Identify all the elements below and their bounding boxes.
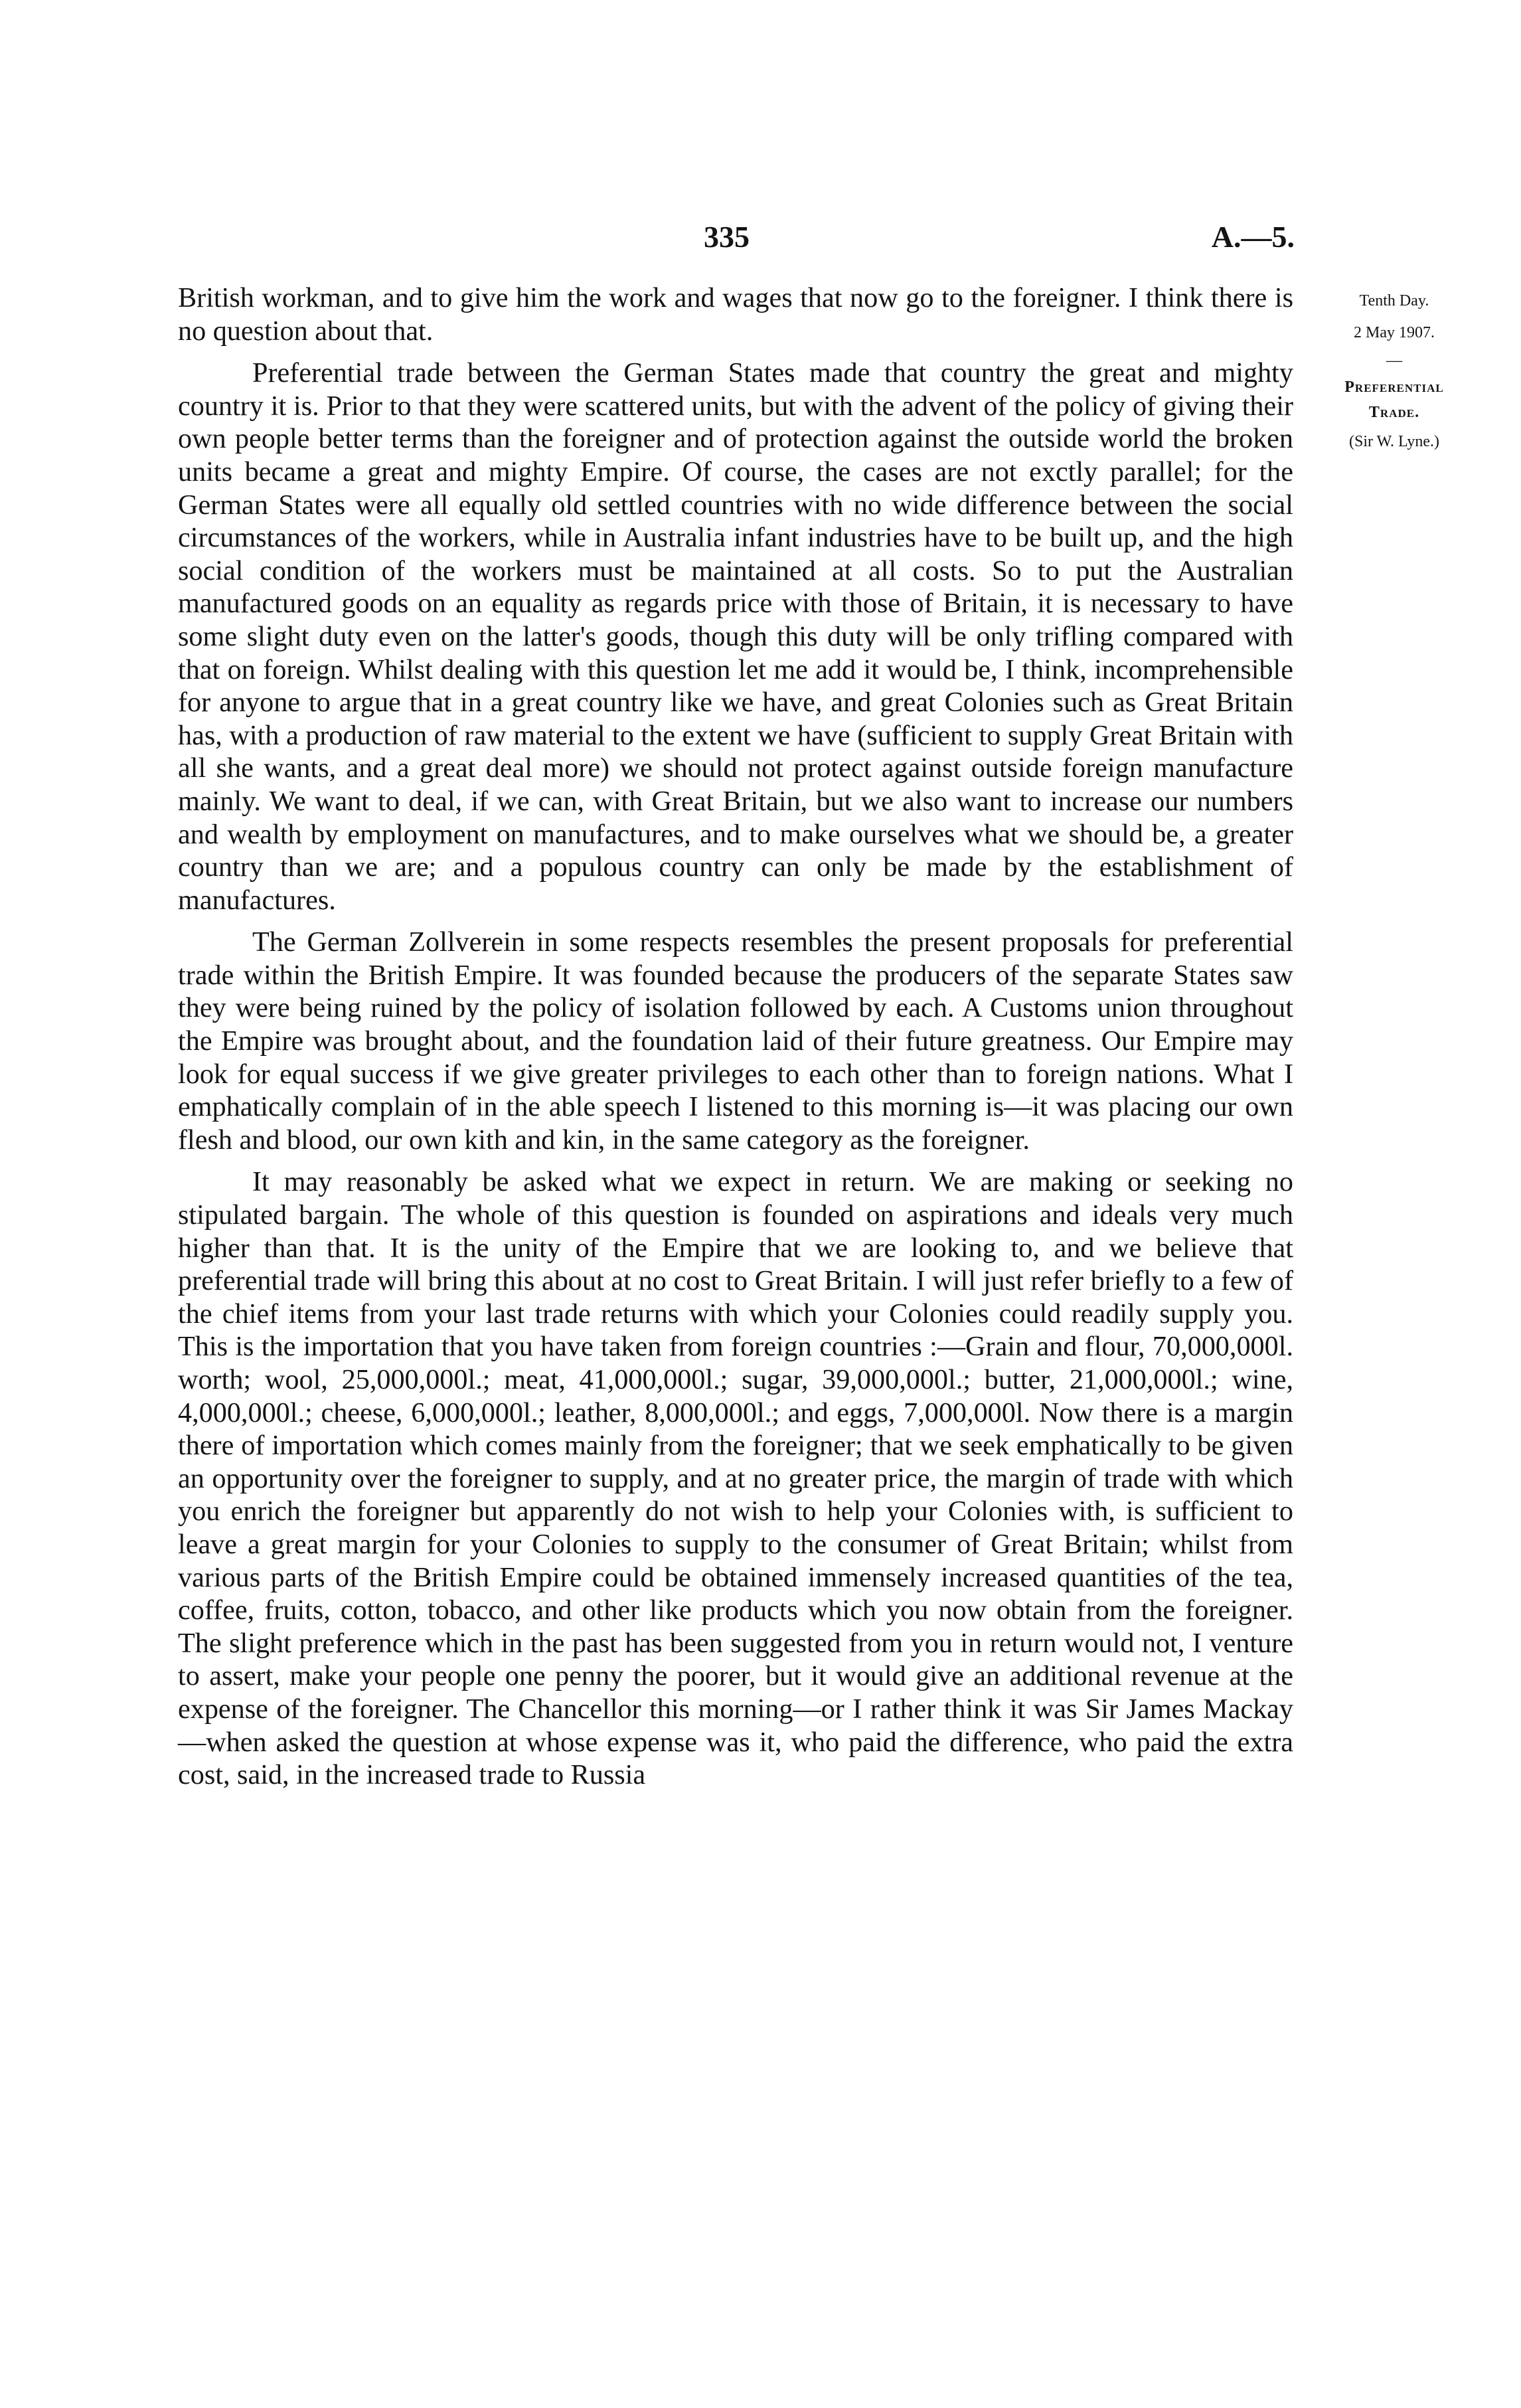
page-header	[179, 219, 1295, 266]
paragraph-preferential-trade: Preferential trade between the German States made that country the great and mighty country it is. Prior to that they were scattered units, but with the advent of the policy of giving their own people better terms than the foreigner and of protection against the outside world the broken units became a great and mighty Empire. Of course, the cases are not exctly parallel; for the German States were all equally old settled countries with no wide difference between the social circumstances of the workers, while in Australia infant industries have to be built up, and the high social condition of the workers must be maintained at all costs. So to put the Australian manufactured goods on an equality as regards price with those of Britain, it is necessary to have some slight duty even on the latter's goods, though this duty will be only trifling compared with that on foreign. Whilst dealing with this question let me add it would be, I think, incomprehensible for anyone to argue that in a great country like we have, and great Colonies such as Great Britain has, with a production of raw material to the extent we have (sufficient to supply Great Britain with all she wants, and a great deal more) we should not protect against outside foreign manufacture mainly. We want to deal, if we can, with Great Britain, but we also want to increase our numbers and wealth by employment on manufactures, and to make ourselves what we should be, a greater country than we are; and a populous country can only be made by the establishment of manufactures.	[178, 357, 1293, 916]
margin-note-subject: Preferential	[1344, 379, 1444, 396]
page-number: 335	[704, 220, 750, 254]
margin-note-subject-continued: Trade.	[1368, 404, 1420, 421]
margin-note-date: 2 May 1907.	[1354, 324, 1435, 341]
paragraph-continued: British workman, and to give him the work and wages that now go to the foreigner. I think there is no question about that.	[178, 282, 1293, 347]
margin-note-speaker: (Sir W. Lyne.)	[1349, 433, 1439, 450]
body-text	[178, 282, 1293, 1792]
paper-reference: A.—5.	[1211, 220, 1295, 254]
paragraph-expectation: It may reasonably be asked what we expect in return. We are making or seeking no stipulated bargain. The whole of this question is founded on aspirations and ideals very much higher than that. It is the unity of the Empire that we are looking to, and we believe that preferential trade will bring this about at no cost to Great Britain. I will just refer briefly to a few of the chief items from your last trade returns with which your Colonies could readily supply you. This is the importation that you have taken from foreign countries :—Grain and flour, 70,000,000l. worth; wool, 25,000,000l.; meat, 41,000,000l.; sugar, 39,000,000l.; butter, 21,000,000l.; wine, 4,000,000l.; cheese, 6,000,000l.; leather, 8,000,000l.; and eggs, 7,000,000l. Now there is a margin there of importation which comes mainly from the foreigner; that we seek emphatically to be given an opportunity over the foreigner to supply, and at no greater price, the margin of trade with which you enrich the foreigner but apparently do not wish to help your Colonies with, is sufficient to leave a great margin for your Colonies to supply to the consumer of Great Britain; whilst from various parts of the British Empire could be obtained immensely increased quantities of the tea, coffee, fruits, cotton, tobacco, and other like products which you now obtain from the foreigner. The slight preference which in the past has been suggested from you in return would not, I venture to assert, make your people one penny the poorer, but it would give an additional revenue at the expense of the foreigner. The Chancellor this morning—or I rather think it was Sir James Mackay—when asked the question at whose expense was it, who paid the difference, who paid the extra cost, said, in the increased trade to Russia	[178, 1166, 1293, 1791]
margin-note-day: Tenth Day.	[1359, 292, 1429, 309]
paragraph-zollverein: The German Zollverein in some respects resembles the present proposals for preferential trade within the British Empire. It was founded because the producers of the separate States saw they were being ruined by the policy of isolation followed by each. A Customs union throughout the Empire was brought about, and the foundation laid of their future greatness. Our Empire may look for equal success if we give greater privileges to each other than to foreign nations. What I emphatically complain of in the able speech I listened to this morning is—it was placing our own flesh and blood, our own kith and kin, in the same category as the foreigner.	[178, 926, 1293, 1156]
margin-note-divider: —	[1386, 352, 1402, 369]
